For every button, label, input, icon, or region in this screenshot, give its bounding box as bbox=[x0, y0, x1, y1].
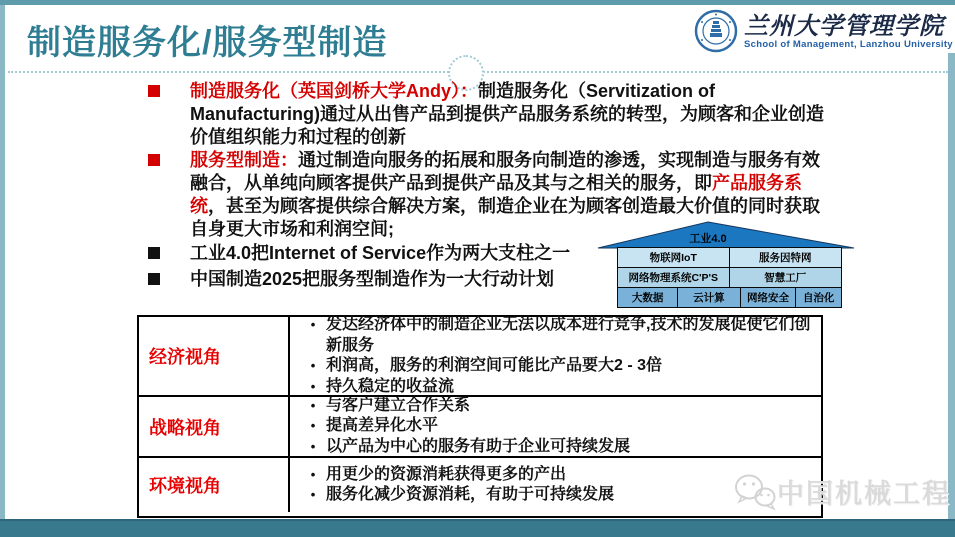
wechat-icon bbox=[733, 473, 777, 511]
house-cell: 自治化 bbox=[802, 292, 835, 304]
house-cell: 智慧工厂 bbox=[764, 272, 807, 284]
logo-chinese-name: 兰州大学管理学院 bbox=[744, 10, 944, 40]
page-title: 制造服务化/服务型制造 bbox=[27, 24, 388, 62]
industry40-house-grid bbox=[617, 247, 842, 308]
table-bullet-text: 用更少的资源消耗获得更多的产出 bbox=[326, 465, 567, 483]
table-bullet-item bbox=[300, 315, 815, 356]
house-cell: 物联网IoT bbox=[618, 248, 730, 267]
table-bullet-item bbox=[300, 396, 815, 417]
house-row bbox=[618, 248, 841, 268]
bullet-text-segment: ，甚至为顾客提供综合解决方案，制造企业在为顾客创造最大价值的同时获取自身更大市场和利润空间; bbox=[190, 196, 820, 239]
bullet-item bbox=[190, 80, 830, 149]
table-bullet-text: 服务化减少资源消耗，有助于可持续发展 bbox=[326, 486, 615, 503]
table-row bbox=[139, 317, 821, 397]
table-row-body bbox=[290, 317, 821, 395]
bullet-square-icon bbox=[148, 247, 160, 259]
industry40-house-diagram bbox=[597, 221, 855, 307]
table-bullet-item bbox=[300, 437, 815, 458]
bullet-text-segment: 工业4.0把Internet of Service作为两大支柱之一 bbox=[190, 243, 571, 263]
house-cell: 大数据 bbox=[618, 288, 678, 307]
logo-english-name: School of Management, Lanzhou University bbox=[744, 38, 953, 50]
table-row-body bbox=[290, 397, 821, 456]
university-seal-icon bbox=[694, 9, 738, 53]
house-row bbox=[618, 288, 841, 307]
table-row bbox=[139, 397, 821, 458]
house-row bbox=[618, 268, 841, 288]
watermark-text: 中国机械工程 bbox=[777, 479, 951, 509]
table-row-header: 环境视角 bbox=[139, 458, 290, 512]
table-bullet-dot-icon: • bbox=[310, 487, 316, 502]
table-bullet-text: 与客户建立合作关系 bbox=[326, 396, 471, 414]
table-bullet-dot-icon: • bbox=[310, 317, 316, 332]
table-bullet-text: 提高差异化水平 bbox=[326, 417, 439, 435]
house-cell: 服务因特网 bbox=[759, 252, 812, 264]
table-bullet-dot-icon: • bbox=[310, 378, 316, 394]
bullet-text-segment: 制造服务化（英国剑桥大学Andy）： bbox=[190, 81, 478, 101]
bullet-text-segment: 中国制造2025把服务型制造作为一大行动计划 bbox=[190, 269, 555, 289]
table-row-header: 战略视角 bbox=[139, 397, 290, 456]
house-cell: 网络安全 bbox=[741, 288, 797, 307]
bullet-text-segment: 产品服务系统 bbox=[190, 173, 802, 216]
table-bullet-dot-icon: • bbox=[310, 466, 316, 482]
table-bullet-text: 以产品为中心的服务有助于企业可持续发展 bbox=[326, 437, 631, 455]
table-bullet-text: 持久稳定的收益流 bbox=[326, 377, 455, 395]
bullet-text-segment: 通过制造向服务的拓展和服务向制造的渗透，实现制造与服务有效融合，从单纯向顾客提供产品到提供产品及其与之相关的服务，即 bbox=[190, 150, 820, 193]
slide-left-border bbox=[0, 5, 5, 519]
table-bullet-dot-icon: • bbox=[310, 358, 316, 373]
table-bullet-item bbox=[300, 377, 815, 398]
slide-footer-band bbox=[0, 519, 955, 537]
table-bullet-item bbox=[300, 416, 815, 437]
bullet-square-icon bbox=[148, 85, 160, 97]
house-cell: 网络物理系统C'P'S bbox=[618, 268, 730, 287]
bullet-square-icon bbox=[148, 273, 160, 285]
slide-right-border bbox=[948, 53, 955, 519]
industry40-roof-label: 工业4.0 bbox=[689, 233, 727, 245]
table-bullet-dot-icon: • bbox=[310, 397, 316, 413]
watermark bbox=[733, 472, 951, 511]
table-bullet-dot-icon: • bbox=[310, 418, 316, 434]
table-bullet-text: 发达经济体中的制造企业无法以成本进行竞争,技术的发展促使它们创新服务 bbox=[326, 316, 811, 354]
bullet-text-segment: 服务型制造： bbox=[190, 150, 298, 170]
table-row-header: 经济视角 bbox=[139, 317, 290, 395]
table-bullet-dot-icon: • bbox=[310, 438, 316, 454]
table-bullet-item bbox=[300, 356, 815, 377]
slide-top-border bbox=[0, 0, 955, 5]
table-row bbox=[139, 458, 821, 512]
house-cell: 云计算 bbox=[678, 288, 740, 307]
perspectives-table bbox=[137, 315, 823, 518]
table-bullet-text: 利润高，服务的利润空间可能比产品要大2 - 3倍 bbox=[326, 357, 663, 374]
bullet-square-icon bbox=[148, 154, 160, 166]
university-logo bbox=[694, 6, 953, 56]
bullet-text-segment: 制造服务化（Servitization of Manufacturing)通过从出售产品到提供产品服务系统的转型，为顾客和企业创造价值组织能力和过程的创新 bbox=[190, 81, 824, 147]
